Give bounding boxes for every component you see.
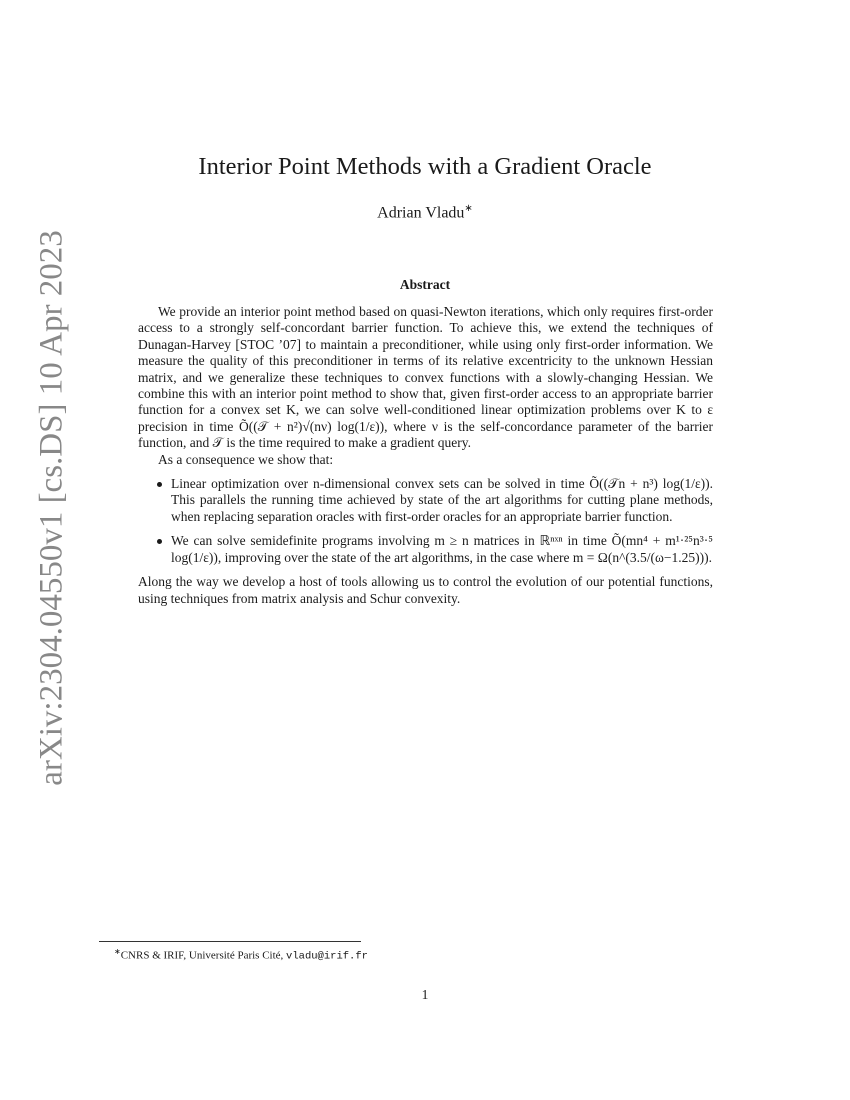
footnote-affiliation: CNRS & IRIF, Université Paris Cité, (120, 949, 287, 962)
bullet-icon (157, 539, 162, 544)
consequence-list (138, 476, 713, 566)
paper-title: Interior Point Methods with a Gradient Oracle (198, 153, 652, 180)
footnote-rule (99, 941, 361, 942)
list-item-text: Linear optimization over n-dimensional convex sets can be solved in time Õ((𝒯n + n³) log(1/ε)). This parallels the running time achieved by state of the art algorithms for cutting plane methods, when replacing separation oracles with first-order oracles for an appropriate barrier function. (171, 476, 713, 524)
list-item (138, 533, 713, 566)
abstract-heading: Abstract (399, 277, 451, 292)
footnote (114, 947, 714, 963)
footnote-mark: ∗ (114, 947, 121, 956)
list-item-text: We can solve semidefinite programs involving m ≥ n matrices in ℝⁿˣⁿ in time Õ(mn⁴ + m¹·²⁵n³·⁵ log(1/ε)), improving over the state of the art algorithms, in the case where m = Ω(n^(3.5/(ω−1.25))). (171, 533, 713, 565)
author-name: Adrian Vladu (377, 204, 465, 222)
page-number: 1 (421, 987, 429, 1002)
abstract-paragraph-2: As a consequence we show that: (158, 451, 334, 467)
author-footnote-mark: ∗ (464, 203, 473, 214)
abstract-paragraph-1: We provide an interior point method based on quasi-Newton iterations, which only requires first-order access to a strongly self-concordant barrier function. To achieve this, we extend the techniques of Dunagan-Harvey [STOC ’07] to maintain a preconditioner, while using only first-order information. We measure the quality of this preconditioner in terms of its relative excentricity to the unknown Hessian matrix, and we generalize these techniques to convex functions with a slowly-changing Hessian. We combine this with an interior point method to show that, given first-order access to an appropriate barrier function for a convex set K, we can solve well-conditioned linear optimization problems over K to ε precision in time Õ((𝒯 + n²)√(nν) log(1/ε)), where ν is the self-concordance parameter of the barrier function, and 𝒯 is the time required to make a gradient query. (138, 304, 713, 451)
abstract-paragraph-3: Along the way we develop a host of tools allowing us to control the evolution of our potential functions, using techniques from matrix analysis and Schur convexity. (138, 574, 713, 606)
author-line (0, 203, 850, 222)
author-email-link[interactable]: vladu@irif.fr (286, 950, 368, 963)
abstract-body (138, 304, 713, 607)
arxiv-identifier: arXiv:2304.04550v1 [cs.DS] 10 Apr 2023 (33, 230, 70, 786)
list-item (138, 476, 713, 525)
bullet-icon (157, 482, 162, 487)
